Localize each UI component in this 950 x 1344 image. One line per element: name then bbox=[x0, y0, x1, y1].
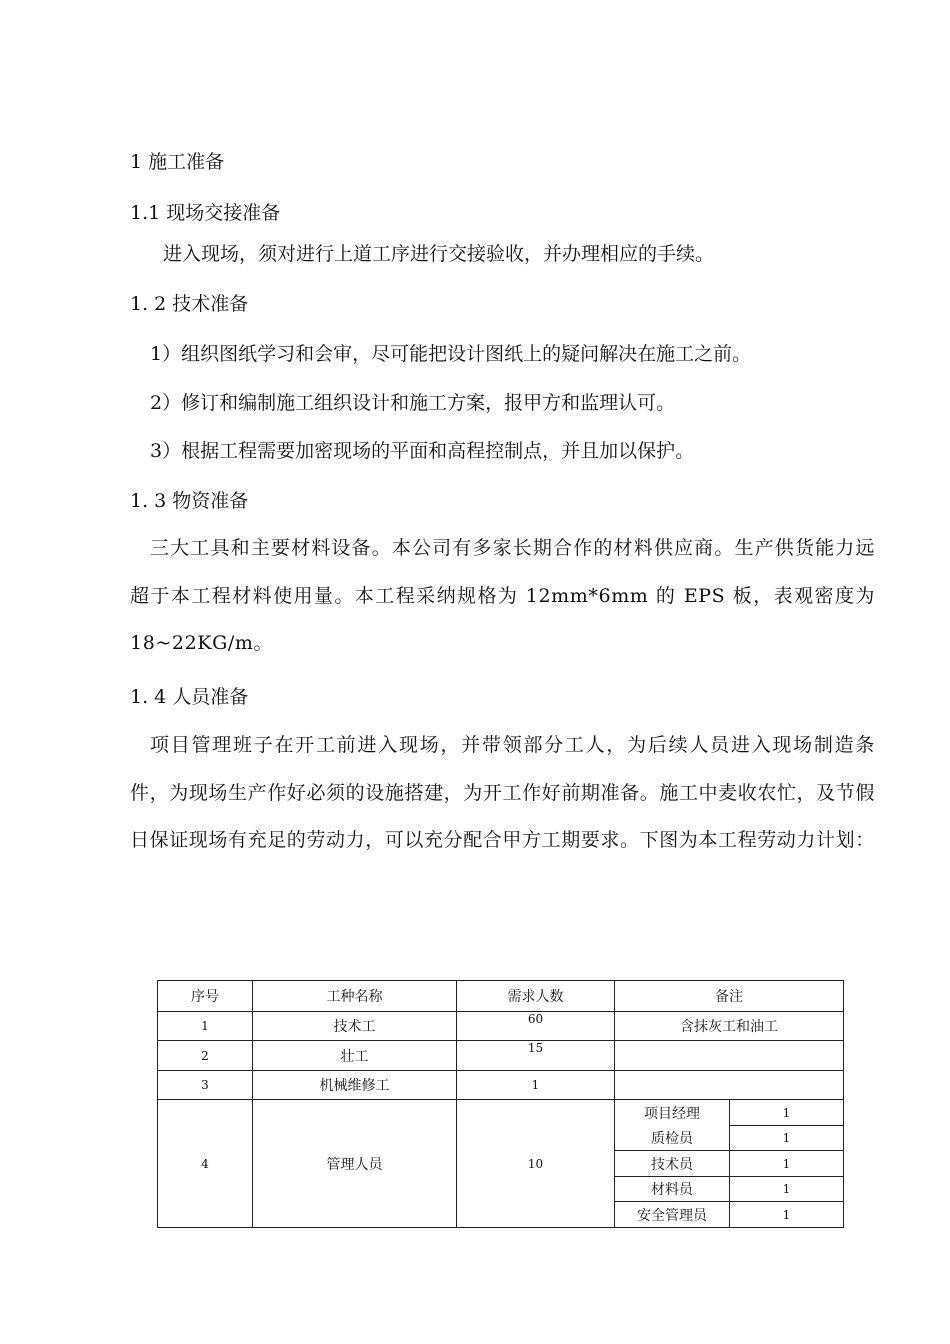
row-no: 4 bbox=[158, 1100, 253, 1228]
role-count: 1 bbox=[730, 1100, 844, 1126]
role-cell: 项目经理 bbox=[615, 1100, 730, 1126]
row-trade: 管理人员 bbox=[253, 1100, 457, 1228]
s11-body: 进入现场，须对进行上道工序进行交接验收，并办理相应的手续。 bbox=[163, 243, 715, 265]
s14-body: 项目管理班子在开工前进入现场，并带领部分工人，为后续人员进入现场制造条件，为现场生产作好必须的设施搭建，为开工作好前期准备。施工中麦收农忙，及节假日保证现场有充足的劳动力，可以充分配合甲方工期要求。下图为本工程劳动力计划： bbox=[130, 734, 875, 851]
table-row-management bbox=[158, 1100, 844, 1126]
row-count: 15 bbox=[457, 1041, 615, 1071]
row-note: 含抹灰工和油工 bbox=[615, 1011, 844, 1041]
role-cell: 质检员 bbox=[615, 1125, 730, 1151]
s12-item: 1）组织图纸学习和会审，尽可能把设计图纸上的疑问解决在施工之前。 bbox=[150, 343, 752, 365]
row-count: 10 bbox=[457, 1100, 615, 1228]
header-count: 需求人数 bbox=[457, 981, 615, 1012]
table-row bbox=[158, 1070, 844, 1100]
row-no: 1 bbox=[158, 1011, 253, 1041]
table-row bbox=[158, 1011, 844, 1041]
role-count: 1 bbox=[730, 1202, 844, 1228]
s12-item: 3）根据工程需要加密现场的平面和高程控制点，并且加以保护。 bbox=[150, 440, 695, 462]
role-cell: 技术员 bbox=[615, 1151, 730, 1177]
row-note bbox=[615, 1041, 844, 1071]
role-count: 1 bbox=[730, 1125, 844, 1151]
s13-heading: 1. 3 物资准备 bbox=[130, 490, 249, 512]
row-no: 2 bbox=[158, 1041, 253, 1071]
row-count: 1 bbox=[457, 1070, 615, 1100]
s1-heading: 1 施工准备 bbox=[130, 151, 225, 173]
role-count: 1 bbox=[730, 1151, 844, 1177]
header-no: 序号 bbox=[158, 981, 253, 1012]
row-note bbox=[615, 1070, 844, 1100]
s12-item: 2）修订和编制施工组织设计和施工方案，报甲方和监理认可。 bbox=[150, 392, 676, 414]
header-trade: 工种名称 bbox=[253, 981, 457, 1012]
table-row bbox=[158, 1041, 844, 1071]
s13-body: 三大工具和主要材料设备。本公司有多家长期合作的材料供应商。生产供货能力远超于本工程材料使用量。本工程采纳规格为 12mm*6mm 的 EPS 板，表观密度为 18~22KG/m。 bbox=[130, 537, 875, 654]
s12-heading: 1. 2 技术准备 bbox=[130, 293, 249, 315]
labor-plan-table bbox=[157, 980, 844, 1228]
row-trade: 技术工 bbox=[253, 1011, 457, 1041]
row-trade: 壮工 bbox=[253, 1041, 457, 1071]
s14-heading: 1. 4 人员准备 bbox=[130, 686, 249, 708]
role-count: 1 bbox=[730, 1176, 844, 1202]
row-count: 60 bbox=[457, 1011, 615, 1041]
role-cell: 安全管理员 bbox=[615, 1202, 730, 1228]
header-note: 备注 bbox=[615, 981, 844, 1012]
row-trade: 机械维修工 bbox=[253, 1070, 457, 1100]
row-no: 3 bbox=[158, 1070, 253, 1100]
table-header-row bbox=[158, 981, 844, 1012]
s11-heading: 1.1 现场交接准备 bbox=[130, 202, 281, 224]
role-cell: 材料员 bbox=[615, 1176, 730, 1202]
